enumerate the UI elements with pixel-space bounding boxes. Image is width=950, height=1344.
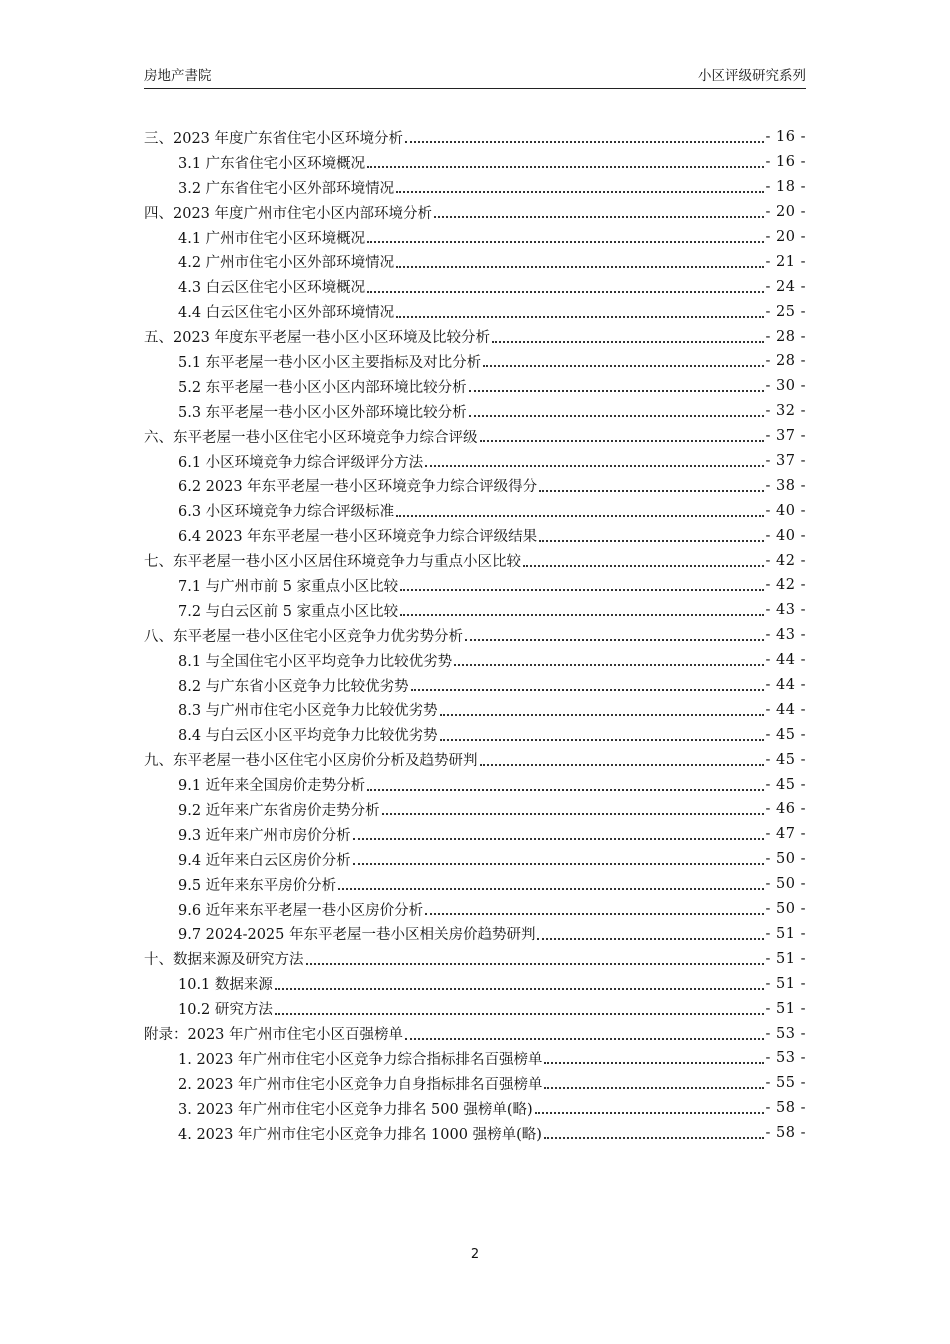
toc-entry-label: 十、数据来源及研究方法 [144, 948, 305, 969]
toc-entry-label: 九、东平老屋一巷小区住宅小区房价分析及趋势研判 [144, 749, 479, 770]
toc-dot-leader [367, 775, 763, 791]
toc-dot-leader [440, 700, 764, 716]
toc-dot-leader [480, 426, 764, 442]
header-series-title: 小区评级研究系列 [698, 68, 806, 84]
toc-dot-leader [367, 227, 763, 243]
toc-dot-leader [396, 252, 763, 268]
toc-entry-label: 7.2 与白云区前 5 家重点小区比较 [178, 600, 399, 621]
toc-entry-chapter[interactable] [144, 548, 806, 573]
toc-entry-page: - 40 - [765, 502, 806, 519]
toc-entry-label: 6.2 2023 年东平老屋一巷小区环境竞争力综合评级得分 [178, 475, 538, 496]
toc-entry-label: 2. 2023 年广州市住宅小区竞争力自身指标排名百强榜单 [178, 1073, 543, 1094]
page-header [144, 66, 806, 89]
toc-entry-page: - 37 - [765, 453, 806, 470]
toc-entry-page: - 58 - [765, 1125, 806, 1142]
toc-entry-page: - 21 - [765, 253, 806, 270]
toc-entry-page: - 45 - [765, 726, 806, 743]
toc-entry-label: 4.1 广州市住宅小区环境概况 [178, 227, 366, 248]
toc-entry-label: 9.5 近年来东平房价分析 [178, 874, 337, 895]
toc-entry-label: 8.3 与广州市住宅小区竞争力比较优劣势 [178, 699, 439, 720]
toc-entry-label: 4.3 白云区住宅小区环境概况 [178, 276, 366, 297]
toc-entry-label: 附录：2023 年广州市住宅小区百强榜单 [144, 1023, 404, 1044]
toc-dot-leader [454, 650, 763, 666]
toc-entry-label: 10.2 研究方法 [178, 998, 274, 1019]
toc-dot-leader [523, 551, 764, 567]
toc-dot-leader [434, 202, 764, 218]
toc-entry-label: 4.4 白云区住宅小区外部环境情况 [178, 301, 395, 322]
toc-dot-leader [480, 750, 764, 766]
toc-dot-leader [306, 949, 764, 965]
toc-dot-leader [275, 974, 764, 990]
toc-dot-leader [425, 899, 763, 915]
toc-dot-leader [465, 625, 764, 641]
toc-entry-section[interactable] [144, 722, 806, 747]
toc-entry-page: - 45 - [765, 776, 806, 793]
toc-entry-section[interactable] [144, 772, 806, 797]
toc-dot-leader [396, 501, 763, 517]
toc-entry-label: 4.2 广州市住宅小区外部环境情况 [178, 251, 395, 272]
toc-dot-leader [440, 725, 764, 741]
toc-entry-page: - 50 - [765, 876, 806, 893]
toc-entry-section[interactable] [144, 797, 806, 822]
toc-entry-label: 六、东平老屋一巷小区住宅小区环境竞争力综合评级 [144, 426, 479, 447]
toc-dot-leader [396, 302, 763, 318]
toc-entry-chapter[interactable] [144, 324, 806, 349]
toc-entry-label: 3.2 广东省住宅小区外部环境情况 [178, 177, 395, 198]
toc-entry-chapter[interactable] [144, 125, 806, 150]
toc-entry-label: 五、2023 年度东平老屋一巷小区小区环境及比较分析 [144, 326, 491, 347]
toc-entry-label: 9.4 近年来白云区房价分析 [178, 849, 352, 870]
toc-entry-page: - 38 - [765, 477, 806, 494]
toc-dot-leader [483, 351, 763, 367]
toc-dot-leader [544, 1123, 764, 1139]
toc-entry-section[interactable] [144, 150, 806, 175]
toc-entry-section[interactable] [144, 573, 806, 598]
toc-entry-chapter[interactable] [144, 200, 806, 225]
toc-entry-page: - 53 - [765, 1050, 806, 1067]
toc-entry-page: - 44 - [765, 677, 806, 694]
toc-entry-section[interactable] [144, 673, 806, 698]
toc-entry-label: 八、东平老屋一巷小区住宅小区竞争力优劣势分析 [144, 625, 464, 646]
toc-entry-page: - 58 - [765, 1100, 806, 1117]
toc-entry-section[interactable] [144, 449, 806, 474]
toc-entry-section[interactable] [144, 349, 806, 374]
toc-dot-leader [367, 277, 763, 293]
toc-entry-page: - 28 - [765, 353, 806, 370]
toc-entry-label: 3.1 广东省住宅小区环境概况 [178, 152, 366, 173]
toc-entry-label: 6.4 2023 年东平老屋一巷小区环境竞争力综合评级结果 [178, 525, 538, 546]
toc-entry-label: 5.3 东平老屋一巷小区小区外部环境比较分析 [178, 401, 468, 422]
toc-entry-section[interactable] [144, 399, 806, 424]
toc-entry-section[interactable] [144, 872, 806, 897]
toc-dot-leader [544, 1073, 763, 1089]
toc-entry-section[interactable] [144, 1096, 806, 1121]
toc-dot-leader [396, 177, 763, 193]
toc-entry-page: - 30 - [765, 378, 806, 395]
toc-entry-label: 10.1 数据来源 [178, 973, 274, 994]
header-publisher: 房地产書院 [144, 68, 212, 84]
toc-entry-label: 5.1 东平老屋一巷小区小区主要指标及对比分析 [178, 351, 482, 372]
toc-dot-leader [400, 600, 763, 616]
toc-entry-page: - 25 - [765, 303, 806, 320]
toc-dot-leader [469, 401, 764, 417]
toc-entry-page: - 42 - [765, 577, 806, 594]
toc-dot-leader [367, 152, 763, 168]
toc-dot-leader [539, 476, 763, 492]
toc-entry-page: - 20 - [765, 229, 806, 245]
toc-dot-leader [425, 451, 763, 467]
toc-entry-chapter[interactable] [144, 424, 806, 449]
toc-entry-label: 4. 2023 年广州市住宅小区竞争力排名 1000 强榜单(略) [178, 1123, 543, 1144]
toc-entry-section[interactable] [144, 274, 806, 299]
toc-entry-page: - 16 - [765, 129, 806, 146]
toc-entry-page: - 24 - [765, 278, 806, 295]
toc-entry-label: 9.1 近年来全国房价走势分析 [178, 774, 366, 795]
page-number: 2 [470, 1247, 480, 1262]
toc-entry-page: - 47 - [765, 826, 806, 843]
toc-entry-page: - 51 - [765, 925, 806, 942]
toc-dot-leader [537, 924, 763, 940]
toc-dot-leader [469, 376, 764, 392]
toc-dot-leader [400, 575, 763, 591]
toc-entry-section[interactable] [144, 175, 806, 200]
toc-entry-page: - 32 - [765, 403, 806, 420]
toc-entry-page: - 44 - [765, 701, 806, 718]
toc-entry-label: 9.3 近年来广州市房价分析 [178, 824, 352, 845]
toc-entry-section[interactable] [144, 1071, 806, 1096]
toc-entry-section[interactable] [144, 648, 806, 673]
toc-entry-page: - 43 - [765, 627, 806, 644]
toc-entry-page: - 51 - [765, 950, 806, 967]
toc-dot-leader [411, 675, 764, 691]
toc-dot-leader [492, 327, 764, 343]
toc-entry-section[interactable] [144, 847, 806, 872]
toc-dot-leader [544, 1048, 763, 1064]
toc-dot-leader [405, 127, 764, 143]
toc-entry-page: - 42 - [765, 552, 806, 569]
toc-entry-section[interactable] [144, 697, 806, 722]
toc-entry-label: 四、2023 年度广州市住宅小区内部环境分析 [144, 202, 433, 223]
toc-entry-label: 9.6 近年来东平老屋一巷小区房价分析 [178, 899, 424, 920]
toc-entry-section[interactable] [144, 1046, 806, 1071]
toc-entry-page: - 37 - [765, 428, 806, 445]
toc-entry-page: - 44 - [765, 652, 806, 669]
toc-entry-section[interactable] [144, 996, 806, 1021]
toc-entry-label: 9.7 2024-2025 年东平老屋一巷小区相关房价趋势研判 [178, 923, 536, 944]
toc-entry-page: - 45 - [765, 751, 806, 768]
toc-dot-leader [338, 874, 763, 890]
toc-dot-leader [353, 824, 764, 840]
toc-entry-section[interactable] [144, 971, 806, 996]
toc-entry-page: - 51 - [765, 1000, 806, 1017]
toc-dot-leader [382, 799, 764, 815]
toc-entry-label: 3. 2023 年广州市住宅小区竞争力排名 500 强榜单(略) [178, 1098, 534, 1119]
toc-entry-section[interactable] [144, 225, 806, 250]
toc-entry-label: 三、2023 年度广东省住宅小区环境分析 [144, 127, 404, 148]
toc-entry-page: - 50 - [765, 901, 806, 918]
toc-entry-page: - 18 - [765, 179, 806, 196]
toc-entry-section[interactable] [144, 1121, 806, 1146]
toc-dot-leader [405, 1024, 764, 1040]
toc-entry-chapter[interactable] [144, 1021, 806, 1046]
toc-dot-leader [539, 526, 763, 542]
toc-entry-section[interactable] [144, 249, 806, 274]
toc-entry-page: - 28 - [765, 328, 806, 345]
toc-dot-leader [353, 849, 764, 865]
toc-entry-section[interactable] [144, 598, 806, 623]
toc-entry-label: 9.2 近年来广东省房价走势分析 [178, 799, 381, 820]
table-of-contents [144, 125, 806, 1146]
toc-entry-page: - 51 - [765, 975, 806, 992]
toc-entry-label: 8.2 与广东省小区竞争力比较优劣势 [178, 675, 410, 696]
toc-entry-chapter[interactable] [144, 946, 806, 971]
toc-entry-page: - 43 - [765, 602, 806, 619]
toc-entry-page: - 46 - [765, 801, 806, 818]
toc-entry-label: 1. 2023 年广州市住宅小区竞争力综合指标排名百强榜单 [178, 1048, 543, 1069]
toc-entry-label: 6.3 小区环境竞争力综合评级标准 [178, 500, 395, 521]
toc-entry-label: 6.1 小区环境竞争力综合评级评分方法 [178, 451, 424, 472]
toc-entry-label: 8.1 与全国住宅小区平均竞争力比较优劣势 [178, 650, 453, 671]
toc-entry-section[interactable] [144, 374, 806, 399]
toc-entry-section[interactable] [144, 473, 806, 498]
toc-entry-label: 7.1 与广州市前 5 家重点小区比较 [178, 575, 399, 596]
toc-entry-section[interactable] [144, 523, 806, 548]
toc-entry-page: - 16 - [765, 154, 806, 171]
toc-entry-label: 5.2 东平老屋一巷小区小区内部环境比较分析 [178, 376, 468, 397]
toc-entry-section[interactable] [144, 498, 806, 523]
toc-entry-page: - 20 - [765, 204, 806, 221]
toc-entry-page: - 55 - [765, 1075, 806, 1092]
toc-dot-leader [275, 999, 764, 1015]
toc-entry-section[interactable] [144, 299, 806, 324]
toc-entry-label: 8.4 与白云区小区平均竞争力比较优劣势 [178, 724, 439, 745]
toc-entry-chapter[interactable] [144, 747, 806, 772]
toc-entry-section[interactable] [144, 922, 806, 947]
toc-entry-chapter[interactable] [144, 623, 806, 648]
toc-entry-section[interactable] [144, 822, 806, 847]
toc-dot-leader [535, 1098, 764, 1114]
toc-entry-section[interactable] [144, 897, 806, 922]
toc-entry-label: 七、东平老屋一巷小区小区居住环境竞争力与重点小区比较 [144, 550, 522, 571]
toc-entry-page: - 53 - [765, 1025, 806, 1042]
toc-entry-page: - 40 - [765, 527, 806, 544]
toc-entry-page: - 50 - [765, 851, 806, 868]
